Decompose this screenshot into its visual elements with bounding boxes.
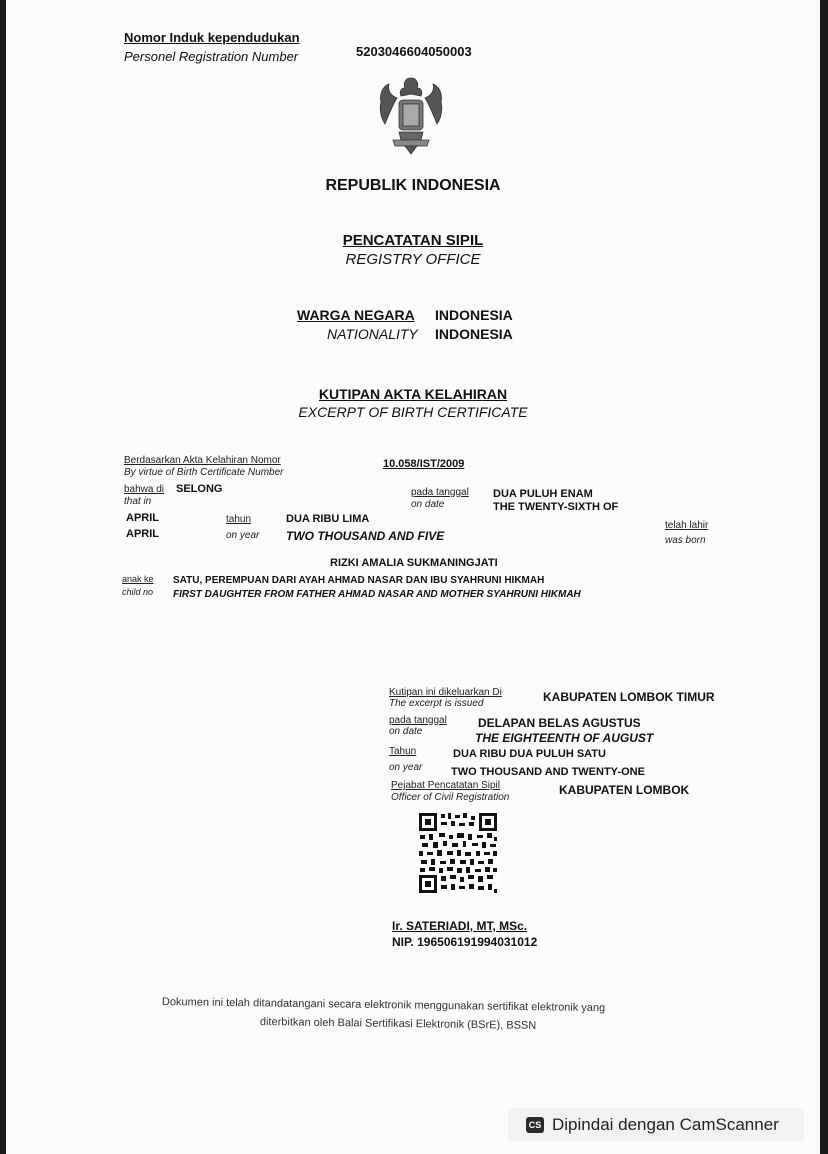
officer-label-en: Officer of Civil Registration <box>391 792 510 803</box>
issued-label: Kutipan ini dikeluarkan Di <box>389 687 502 698</box>
nik-value: 5203046604050003 <box>356 44 472 59</box>
nationality-value-en: INDONESIA <box>435 326 513 342</box>
nationality-label-en: NATIONALITY <box>327 326 418 342</box>
issue-date-label-en: on date <box>389 726 423 737</box>
child-name: RIZKI AMALIA SUKMANINGJATI <box>330 557 498 569</box>
camscanner-badge <box>508 1108 804 1142</box>
doc-title-en: EXCERPT OF BIRTH CERTIFICATE <box>298 404 528 420</box>
year-value: DUA RIBU LIMA <box>286 513 370 525</box>
office-title: PENCATATAN SIPIL <box>342 232 484 249</box>
issue-date-label: pada tanggal <box>389 715 447 726</box>
garuda-emblem-icon <box>371 74 451 156</box>
issued-label-en: The excerpt is issued <box>389 698 484 709</box>
issue-year-label: Tahun <box>389 746 417 757</box>
child-value: SATU, PEREMPUAN DARI AYAH AHMAD NASAR DAN IBU SYAHRUNI HIKMAH <box>173 575 545 586</box>
office-title-en: REGISTRY OFFICE <box>345 251 481 268</box>
place-value: SELONG <box>176 483 223 495</box>
issue-year-value-en: TWO THOUSAND AND TWENTY-ONE <box>451 766 645 778</box>
signer-nip: NIP. 196506191994031012 <box>392 935 538 949</box>
child-value-en: FIRST DAUGHTER FROM FATHER AHMAD NASAR AND MOTHER SYAHRUNI HIKMAH <box>173 589 581 600</box>
date-label: pada tanggal <box>411 487 469 498</box>
month: APRIL <box>126 512 159 524</box>
born-label-en: was born <box>665 535 706 546</box>
place-label: bahwa di <box>124 484 165 495</box>
cert-no-label-en: By virtue of Birth Certificate Number <box>124 467 284 478</box>
nationality-value: INDONESIA <box>435 307 513 323</box>
nik-label-en: Personel Registration Number <box>124 49 299 64</box>
nik-label: Nomor Induk kependudukan <box>124 30 300 45</box>
place-label-en: that in <box>124 496 152 507</box>
born-label: telah lahir <box>665 520 709 531</box>
year-label: tahun <box>226 514 252 525</box>
nationality-label: WARGA NEGARA <box>297 307 415 323</box>
child-label: anak ke <box>122 574 154 584</box>
date-value-en: THE TWENTY-SIXTH OF <box>493 501 619 513</box>
doc-title: KUTIPAN AKTA KELAHIRAN <box>318 386 508 402</box>
date-value: DUA PULUH ENAM <box>493 488 593 500</box>
issue-year-value: DUA RIBU DUA PULUH SATU <box>453 748 606 760</box>
issue-date-value-en: THE EIGHTEENTH OF AUGUST <box>475 731 654 745</box>
footer-line-2: diterbitkan oleh Balai Sertifikasi Elektronik (BSrE), BSSN <box>259 1016 537 1032</box>
qr-code-icon <box>417 811 499 895</box>
document-page <box>6 0 820 1154</box>
date-label-en: on date <box>411 499 445 510</box>
year-value-en: TWO THOUSAND AND FIVE <box>286 529 445 543</box>
cert-no: 10.058/IST/2009 <box>383 458 465 470</box>
officer-label: Pejabat Pencatatan Sipil <box>391 780 500 791</box>
month-en: APRIL <box>126 528 159 540</box>
cert-no-label: Berdasarkan Akta Kelahiran Nomor <box>124 455 281 466</box>
child-label-en: child no <box>122 587 154 597</box>
republic-title: REPUBLIK INDONESIA <box>325 177 501 194</box>
issued-place: KABUPATEN LOMBOK TIMUR <box>543 690 715 704</box>
footer-line-1: Dokumen ini telah ditandatangani secara elektronik menggunakan sertifikat elektronik yang <box>161 996 606 1015</box>
year-label-en: on year <box>226 530 260 541</box>
issue-date-value: DELAPAN BELAS AGUSTUS <box>478 716 641 730</box>
camscanner-text: Dipindai dengan CamScanner <box>552 1115 779 1134</box>
officer-region: KABUPATEN LOMBOK <box>559 783 690 797</box>
signer-name: Ir. SATERIADI, MT, MSc. <box>392 919 528 933</box>
issue-year-label-en: on year <box>389 762 423 773</box>
camscanner-icon: CS <box>526 1117 544 1133</box>
